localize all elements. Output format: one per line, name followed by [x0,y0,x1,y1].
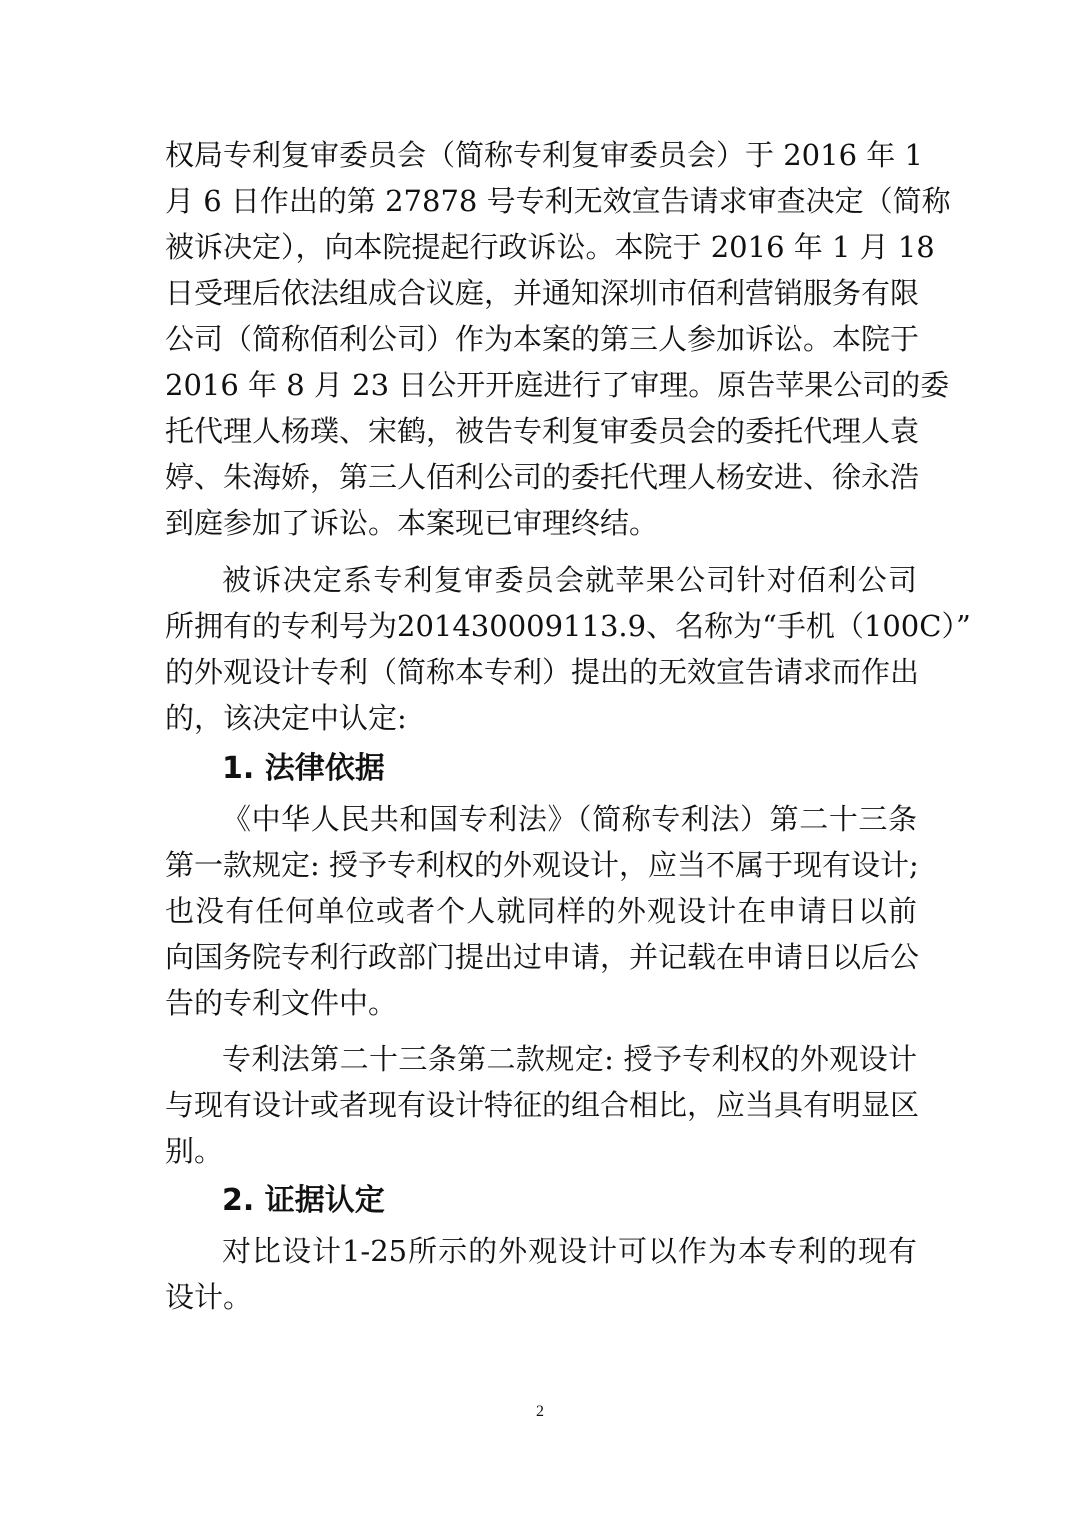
text-line: 托代理人杨璞、宋鹤，被告专利复审委员会的委托代理人袁 [165,414,920,448]
text-line: 向国务院专利行政部门提出过申请，并记载在申请日以后公 [165,940,920,974]
text-line: 的外观设计专利（简称本专利）提出的无效宣告请求而作出 [165,655,920,689]
text-line: 婷、朱海娇，第三人佰利公司的委托代理人杨安进、徐永浩 [165,460,920,494]
text-line: 告的专利文件中。 [165,986,398,1020]
text-line: 的，该决定中认定: [165,701,407,735]
text-line: 所拥有的专利号为201430009113.9、名称为“手机（100C）” [165,609,971,643]
text-line: 专利法第二十三条第二款规定: 授予专利权的外观设计 [222,1042,917,1076]
text-line: 对比设计1-25所示的外观设计可以作为本专利的现有 [222,1234,917,1268]
text-line: 月 6 日作出的第 27878 号专利无效宣告请求审查决定（简称 [165,184,951,218]
text-line: 也没有任何单位或者个人就同样的外观设计在申请日以前 [165,894,917,928]
text-line: 别。 [165,1134,224,1168]
text-line: 第一款规定: 授予专利权的外观设计，应当不属于现有设计; [165,848,919,882]
text-line: 权局专利复审委员会（简称专利复审委员会）于 2016 年 1 [165,138,923,172]
text-line: 与现有设计或者现有设计特征的组合相比，应当具有明显区 [165,1088,920,1122]
section-heading-legal-basis: 1. 法律依据 [222,751,385,786]
text-line: 设计。 [165,1280,253,1314]
section-heading-evidence: 2. 证据认定 [222,1183,385,1218]
text-line: 日受理后依法组成合议庭，并通知深圳市佰利营销服务有限 [165,276,920,310]
text-line: 到庭参加了诉讼。本案现已审理终结。 [165,506,659,540]
text-line: 公司（简称佰利公司）作为本案的第三人参加诉讼。本院于 [165,322,920,356]
text-line: 2016 年 8 月 23 日公开开庭进行了审理。原告苹果公司的委 [165,368,950,402]
text-line: 《中华人民共和国专利法》（简称专利法）第二十三条 [222,802,917,836]
text-line: 被诉决定），向本院提起行政诉讼。本院于 2016 年 1 月 18 [165,230,935,264]
page-number: 2 [536,1403,544,1420]
text-line: 被诉决定系专利复审委员会就苹果公司针对佰利公司 [222,563,917,597]
